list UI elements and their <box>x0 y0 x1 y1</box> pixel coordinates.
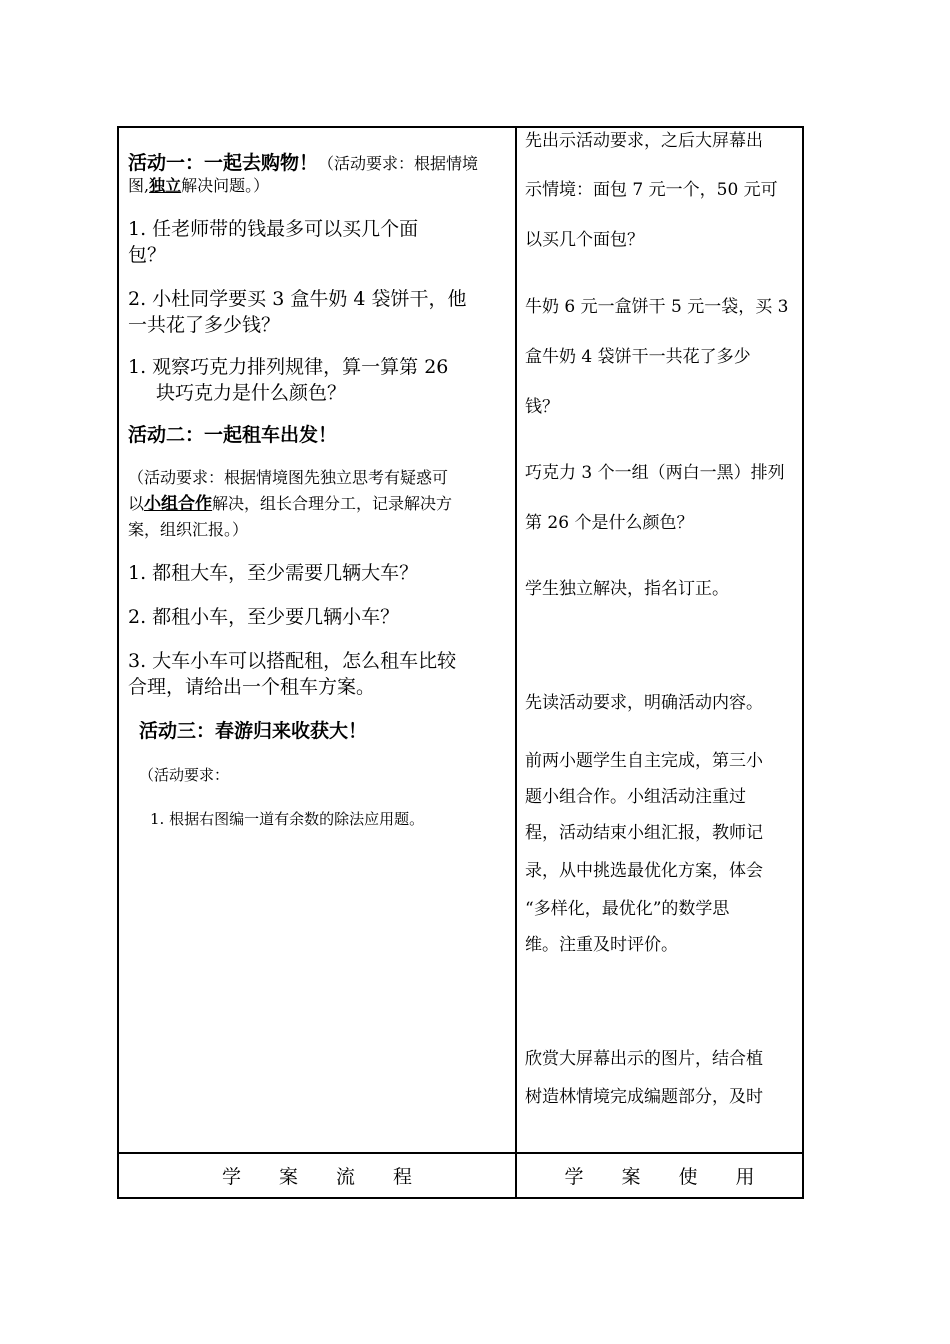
question-1-line1: 1. 任老师带的钱最多可以买几个面 <box>128 218 419 240</box>
note-line: 先读活动要求，明确活动内容。 <box>525 693 763 713</box>
text: 以 <box>128 494 145 513</box>
note-line: 以买几个面包？ <box>525 230 644 250</box>
note-line: “多样化，最优化”的数学思 <box>525 899 730 919</box>
activity-1-requirement-line2 <box>128 174 269 198</box>
lesson-table <box>117 126 804 1199</box>
question-2-line2: 一共花了多少钱？ <box>128 314 281 336</box>
activity-3-item-1: 1. 根据右图编一道有余数的除法应用题。 <box>150 810 425 828</box>
note-line: 示情境：面包 7 元一个，50 元可 <box>525 180 778 200</box>
question-3-line2: 块巧克力是什么颜色？ <box>156 382 347 404</box>
note-line: 欣赏大屏幕出示的图片，结合植 <box>525 1049 763 1069</box>
right-column <box>517 128 804 1152</box>
activity-1-requirement: （活动要求：根据情境 <box>318 154 479 173</box>
rent-question-1: 1. 都租大车，至少需要几辆大车？ <box>128 562 419 584</box>
question-2-line1: 2. 小杜同学要买 3 盒牛奶 4 袋饼干，他 <box>128 288 467 310</box>
note-line: 程，活动结束小组汇报，教师记 <box>525 823 763 843</box>
text: 解决问题。） <box>181 176 270 195</box>
activity-2-title: 活动二：一起租车出发！ <box>128 424 338 446</box>
activity-2-requirement-line1: （活动要求：根据情境图先独立思考有疑惑可 <box>128 468 449 487</box>
note-line: 前两小题学生自主完成，第三小 <box>525 751 763 771</box>
rent-question-3-line2: 合理，请给出一个租车方案。 <box>128 676 376 698</box>
activity-1-heading <box>128 148 478 175</box>
note-line: 盒牛奶 4 袋饼干一共花了多少 <box>525 347 751 367</box>
left-column <box>119 128 515 1152</box>
text: 解决，组长合理分工，记录解决方 <box>212 494 453 513</box>
question-3-line1: 1. 观察巧克力排列规律，算一算第 26 <box>128 356 449 378</box>
note-line: 钱？ <box>525 397 559 417</box>
note-line: 巧克力 3 个一组（两白一黑）排列 <box>525 463 785 483</box>
independent-emphasis: 独立 <box>149 176 182 195</box>
note-line: 第 26 个是什么颜色？ <box>525 513 694 533</box>
rent-question-3-line1: 3. 大车小车可以搭配租，怎么租车比较 <box>128 650 457 672</box>
activity-3-title: 活动三：春游归来收获大！ <box>139 720 368 742</box>
note-line: 维。注重及时评价。 <box>525 935 678 955</box>
activity-1-title: 活动一：一起去购物！ <box>128 152 319 174</box>
activity-3-requirement: （活动要求： <box>139 766 230 784</box>
note-line: 题小组合作。小组活动注重过 <box>525 787 746 807</box>
note-line: 录，从中挑选最优化方案，体会 <box>525 861 763 881</box>
rent-question-2: 2. 都租小车，至少要几辆小车？ <box>128 606 400 628</box>
footer-left-label: 学 案 流 程 <box>221 1166 412 1188</box>
note-line: 树造林情境完成编题部分，及时 <box>525 1087 763 1107</box>
text: 图, <box>128 176 150 195</box>
note-line: 牛奶 6 元一盒饼干 5 元一袋，买 3 <box>525 297 789 317</box>
note-line: 学生独立解决，指名订正。 <box>525 579 729 599</box>
note-line: 先出示活动要求，之后大屏幕出 <box>525 131 763 151</box>
footer-right-label: 学 案 使 用 <box>564 1166 755 1188</box>
activity-2-requirement-line3: 案，组织汇报。） <box>128 520 249 539</box>
question-1-line2: 包？ <box>128 244 167 266</box>
activity-2-requirement-line2 <box>128 492 452 516</box>
group-cooperation-emphasis: 小组合作 <box>144 494 213 514</box>
